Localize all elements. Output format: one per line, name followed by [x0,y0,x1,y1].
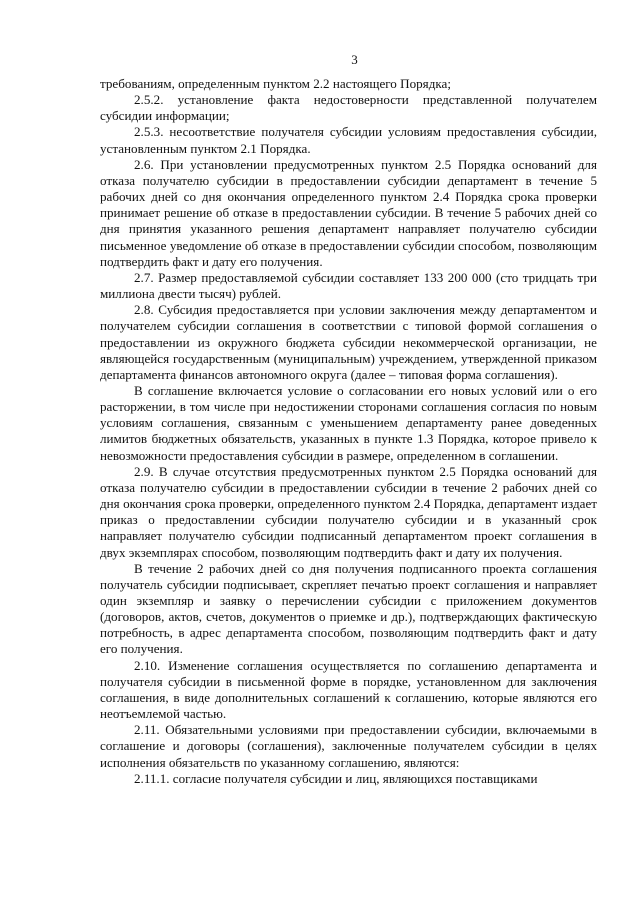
paragraph: В соглашение включается условие о согласовании его новых условий или о его расторжении, в том числе при недостижении сторонами соглашения согласия по новым условиям соглашения, связанным с уменьшением департаменту ранее доведенных лимитов бюджетных обязательств, указанных в пункте 1.3 Порядка, которое привело к невозможности предоставления субсидии в размере, определенном в соглашении. [100,382,597,463]
paragraph: 2.11. Обязательными условиями при предоставлении субсидии, включаемыми в соглашение и договоры (соглашения), заключенные получателем субсидии в целях исполнения обязательств по указанному соглашению, являются: [100,722,597,770]
paragraph: 2.7. Размер предоставляемой субсидии составляет 133 200 000 (сто тридцать три миллиона двести тысяч) рублей. [100,269,597,302]
document-page [100,52,597,787]
paragraph: 2.5.2. установление факта недостоверности представленной получателем субсидии информации; [100,92,597,124]
paragraph: 2.8. Субсидия предоставляется при условии заключения между департаментом и получателем субсидии соглашения в соответствии с типовой формой соглашения о предоставлении из окружного бюджета субсидии некоммерческой организации, не являющейся государственным (муниципальным) учреждением, утвержденной приказом департамента финансов автономного округа (далее – типовая форма соглашения). [100,302,597,382]
page-number: 3 [351,52,358,67]
paragraph: требованиям, определенным пунктом 2.2 настоящего Порядка; [100,76,451,91]
paragraph: 2.5.3. несоответствие получателя субсидии условиям предоставления субсидии, установленным пунктом 2.1 Порядка. [100,124,597,156]
paragraph: 2.10. Изменение соглашения осуществляется по соглашению департамента и получателя субсидии в письменной форме в порядке, установленном для заключения соглашения, в виде дополнительных соглашений к соглашению, которые являются его неотъемлемой частью. [100,657,597,722]
paragraph: 2.6. При установлении предусмотренных пунктом 2.5 Порядка оснований для отказа получателю субсидии в предоставлении субсидии департамент в течение 5 рабочих дней со дня окончания определенного пунктом 2.4 Порядка срока проверки принимает решение об отказе в предоставлении субсидии. В течение 5 рабочих дней со дня принятия указанного решения департамент направляет получателю субсидии письменное уведомление об отказе в предоставлении субсидии способом, позволяющим подтвердить факт и дату его получения. [100,156,597,269]
paragraph: 2.9. В случае отсутствия предусмотренных пунктом 2.5 Порядка оснований для отказа получателю субсидии в предоставлении субсидии в течение 2 рабочих дней со дня окончания срока проверки, определенного пунктом 2.4 Порядка, департамент издает приказ о предоставлении субсидии получателю субсидии и в указанный срок направляет получателю субсидии подписанный департаментом проект соглашения в двух экземплярах способом, позволяющим подтвердить факт и дату их получения. [100,463,597,560]
paragraph: В течение 2 рабочих дней со дня получения подписанного проекта соглашения получатель субсидии подписывает, скрепляет печатью проект соглашения и направляет один экземпляр и заявку о перечислении субсидии с приложением документов (договоров, актов, счетов, документов о приемке и др.), подтверждающих фактическую потребность, в адрес департамента способом, позволяющим подтвердить факт и дату его получения. [100,560,597,657]
paragraph: 2.11.1. согласие получателя субсидии и лиц, являющихся поставщиками [134,770,538,786]
